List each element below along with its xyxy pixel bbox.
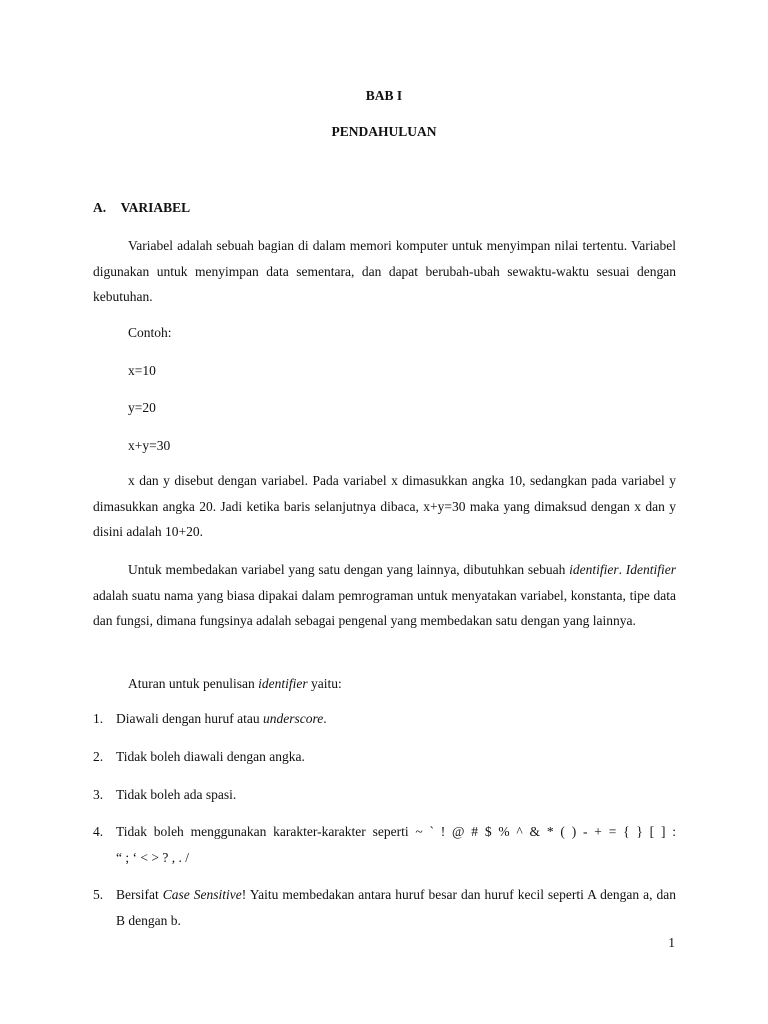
list-item-text [116,882,676,933]
example-code-line: y=20 [128,400,156,415]
list-item-text [116,819,676,870]
section-heading [93,200,190,216]
list-item [93,744,676,770]
list-item-number: 5. [93,887,104,902]
list-item-number: 2. [93,749,104,764]
chapter-title: PENDAHULUAN [331,124,437,139]
list-item-term: Case Sensitive [162,887,242,902]
rules-intro-tail: yaitu: [307,676,342,691]
list-item-text-line1: Tidak boleh menggunakan karakter-karakter seperti ~ ` ! @ # $ % ^ & * ( ) - + = { } [ ] : [116,824,676,839]
list-item-number: 3. [93,787,104,802]
list-item-text [116,706,676,732]
list-item [93,819,676,870]
list-item [93,882,676,933]
list-item-text: Tidak boleh diawali dengan angka. [116,749,305,764]
list-item [93,706,676,732]
list-item-text-a: Bersifat [116,887,163,902]
paragraph-identifier-sep: . [618,562,626,577]
list-item-text-line2: “ ; ‘ < > ? , . / [116,849,189,865]
section-heading-number: A. [93,200,107,215]
list-item-text: Tidak boleh ada spasi. [116,787,237,802]
paragraph-identifier-text-a: Untuk membedakan variabel yang satu dengan yang lainnya, dibutuhkan sebuah [128,562,566,577]
rules-intro-term: identifier [258,676,308,691]
paragraph-identifier-term: Identifier [625,562,677,577]
paragraph-explanation [93,468,676,545]
chapter-label: BAB I [365,88,403,103]
rules-intro-text: Aturan untuk penulisan [128,676,259,691]
example-code-line: x+y=30 [128,438,171,453]
paragraph-definition [93,233,676,310]
rules-intro [128,675,342,693]
list-item-term: underscore [262,711,324,726]
page-number: 1 [668,935,675,950]
list-item-text-a: Diawali dengan huruf atau [116,711,263,726]
section-heading-text: VARIABEL [120,200,191,215]
list-item-number: 4. [93,824,104,839]
paragraph-identifier [93,557,676,634]
list-item-text-b: ! Yaitu membedakan antara huruf besar dan huruf kecil seperti A dengan a, dan B dengan b. [116,887,676,928]
example-code-line: x=10 [128,363,156,378]
list-item [93,782,676,808]
paragraph-identifier-term: identifier [569,562,619,577]
paragraph-definition-text: Variabel adalah sebuah bagian di dalam memori komputer untuk menyimpan nilai tertentu. Variabel digunakan untuk menyimpan data sementara, dan dapat berubah-ubah sewaktu-waktu sesuai dengan kebutuhan. [93,238,676,305]
paragraph-explanation-text: x dan y disebut dengan variabel. Pada variabel x dimasukkan angka 10, sedangkan pada variabel y dimasukkan angka 20. Jadi ketika baris selanjutnya dibaca, x+y=30 maka yang dimaksud dengan x dan y disini adalah 10+20. [93,473,676,540]
example-label: Contoh: [128,325,172,340]
list-item-number: 1. [93,711,104,726]
list-item-text-b: . [323,711,327,726]
paragraph-identifier-text-c: adalah suatu nama yang biasa dipakai dalam pemrograman untuk menyatakan variabel, konstanta, tipe data dan fungsi, dimana fungsinya adalah sebagai pengenal yang membedakan satu dengan yang lainnya. [93,587,676,629]
